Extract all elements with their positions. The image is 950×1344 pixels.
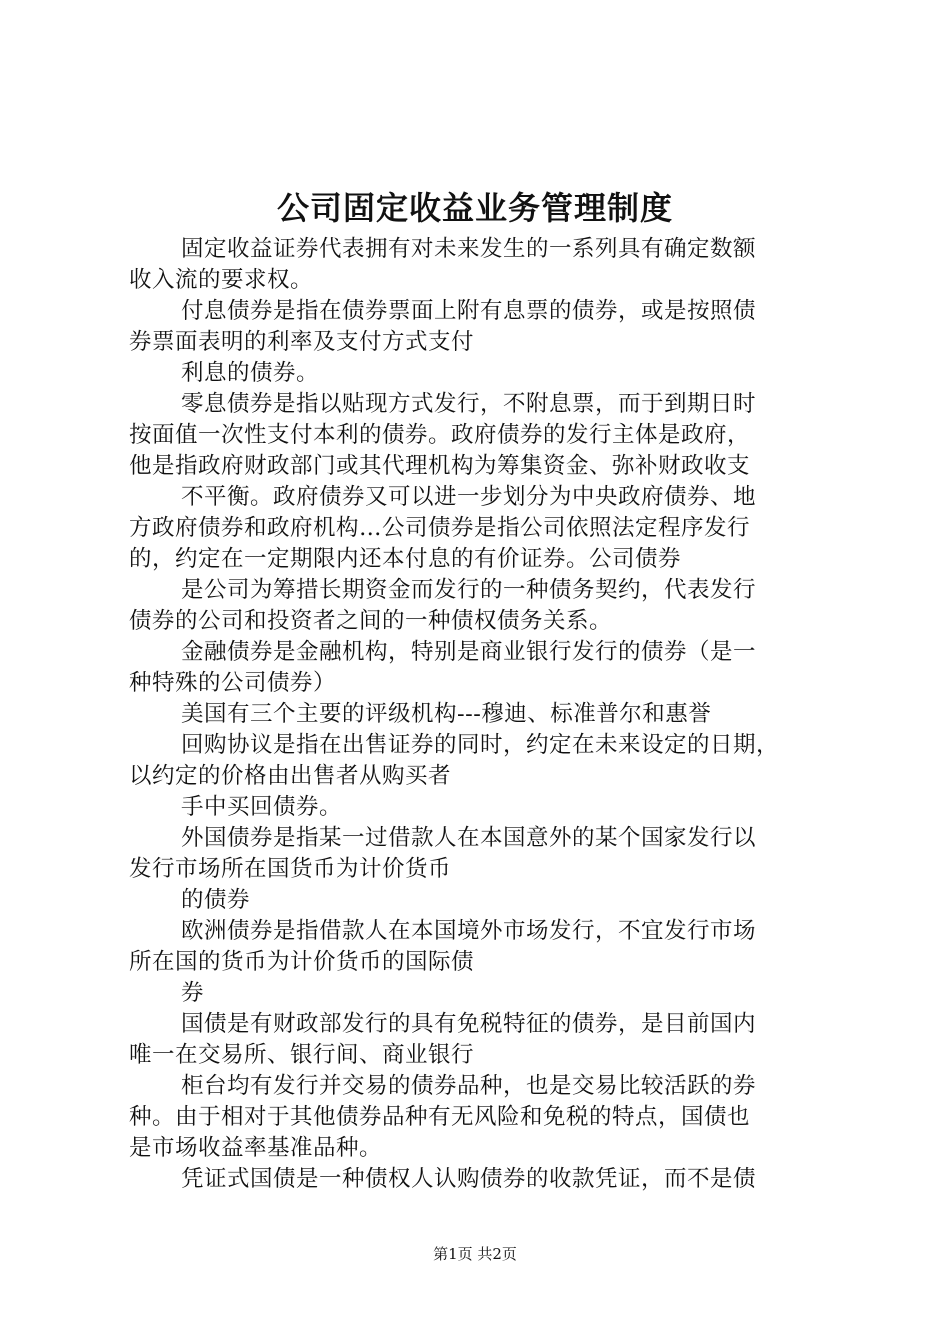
body-line: 金融债券是金融机构，特别是商业银行发行的债券（是一: [181, 639, 757, 665]
body-line: 债券的公司和投资者之间的一种债权债务关系。: [129, 608, 613, 634]
body-line: 凭证式国债是一种债权人认购债券的收款凭证，而不是债: [181, 1166, 757, 1192]
body-line: 所在国的货币为计价货币的国际债: [129, 949, 475, 975]
body-line: 种特殊的公司债券）: [129, 670, 337, 696]
body-line: 手中买回债券。: [181, 794, 343, 820]
body-line: 回购协议是指在出售证券的同时，约定在未来设定的日期，: [181, 732, 780, 758]
body-line: 唯一在交易所、银行间、商业银行: [129, 1042, 475, 1068]
body-line: 他是指政府财政部门或其代理机构为筹集资金、弥补财政收支: [129, 453, 751, 479]
body-line: 的债券: [181, 887, 251, 913]
body-line: 利息的债券。: [181, 360, 320, 386]
body-line: 以约定的价格由出售者从购买者: [129, 763, 452, 789]
page-footer: 第1页 共2页: [433, 1245, 517, 1263]
body-line: 收入流的要求权。: [129, 267, 314, 293]
body-line: 种。由于相对于其他债券品种有无风险和免税的特点，国债也: [129, 1104, 751, 1130]
body-line: 付息债券是指在债券票面上附有息票的债券，或是按照债: [181, 298, 757, 324]
body-line: 外国债券是指某一过借款人在本国意外的某个国家发行以: [181, 825, 757, 851]
body-line: 方政府债券和政府机构…公司债券是指公司依照法定程序发行: [129, 515, 751, 541]
body-line: 发行市场所在国货币为计价货币: [129, 856, 452, 882]
body-line: 美国有三个主要的评级机构---穆迪、标准普尔和惠誉: [181, 701, 712, 727]
body-line: 欧洲债券是指借款人在本国境外市场发行，不宜发行市场: [181, 918, 757, 944]
body-line: 固定收益证券代表拥有对未来发生的一系列具有确定数额: [181, 236, 757, 262]
body-line: 国债是有财政部发行的具有免税特征的债券，是目前国内: [181, 1011, 757, 1037]
body-line: 不平衡。政府债券又可以进一步划分为中央政府债券、地: [181, 484, 757, 510]
body-line: 的，约定在一定期限内还本付息的有价证券。公司债券: [129, 546, 682, 572]
body-line: 按面值一次性支付本利的债券。政府债券的发行主体是政府，: [129, 422, 751, 448]
body-line: 柜台均有发行并交易的债券品种，也是交易比较活跃的券: [181, 1073, 757, 1099]
body-line: 是公司为筹措长期资金而发行的一种债务契约，代表发行: [181, 577, 757, 603]
body-line: 零息债券是指以贴现方式发行，不附息票，而于到期日时: [181, 391, 757, 417]
body-line: 是市场收益率基准品种。: [129, 1135, 383, 1161]
document-title: 公司固定收益业务管理制度: [276, 189, 673, 227]
body-line: 券票面表明的利率及支付方式支付: [129, 329, 475, 355]
body-line: 券: [181, 980, 205, 1006]
document-body: [129, 234, 831, 1195]
